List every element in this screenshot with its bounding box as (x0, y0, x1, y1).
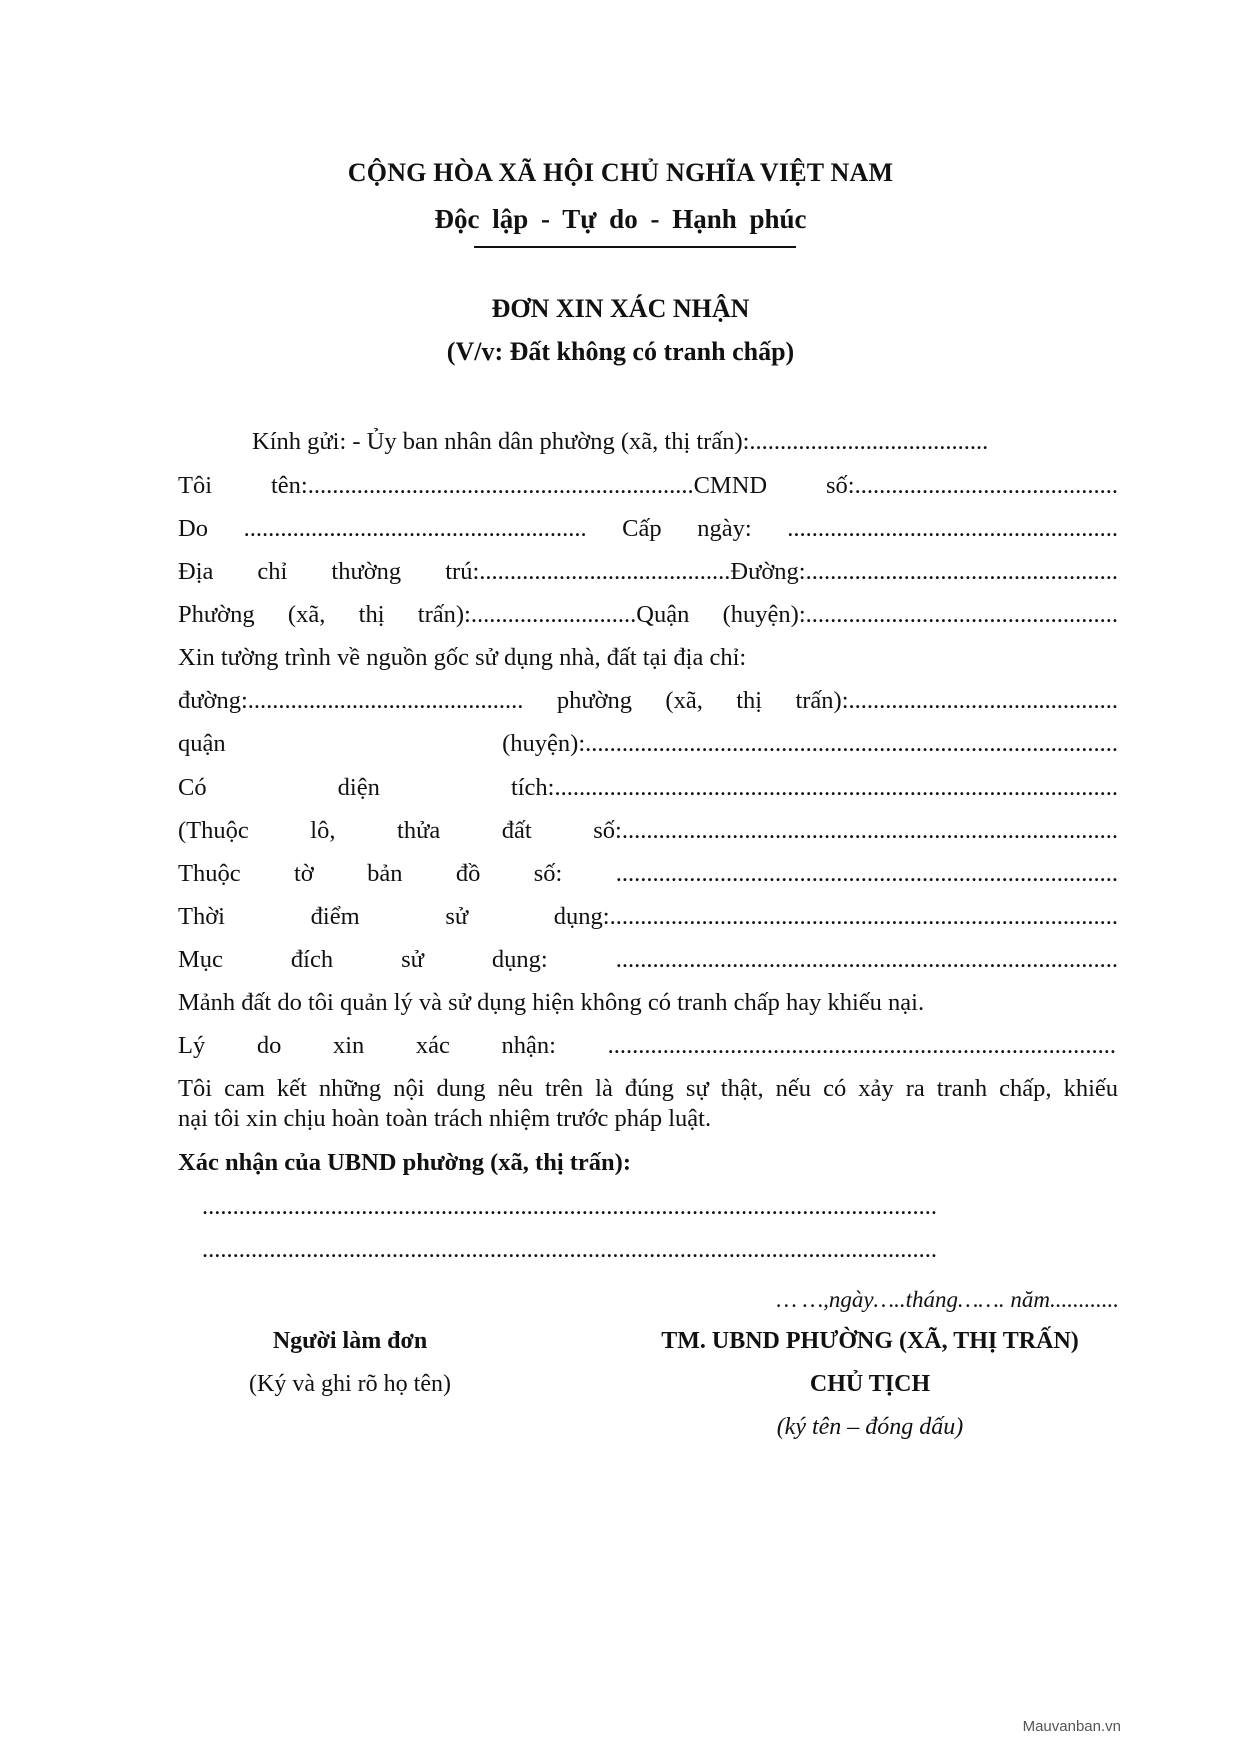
residence-label: Địa chỉ thường trú: (178, 558, 480, 585)
ward-field[interactable]: ........................... (470, 601, 637, 628)
issued-line (178, 514, 1118, 544)
land-street-line (178, 686, 1118, 716)
street-label: Đường: (730, 558, 806, 585)
purpose-field[interactable]: .................................................................................. (615, 946, 1118, 973)
ward-label: Phường (xã, thị trấn): (178, 601, 471, 628)
residence-line (178, 557, 1118, 587)
land-ward-field[interactable]: ............................................ (848, 687, 1119, 714)
name-field[interactable]: ............................................................... (307, 472, 694, 499)
reason-line (178, 1031, 1116, 1061)
district-field[interactable]: ................................................... (805, 601, 1118, 628)
name-line (178, 471, 1118, 501)
name-label: Tôi tên: (178, 472, 308, 499)
time-label: Thời điểm sử dụng: (178, 903, 610, 930)
map-field[interactable]: .................................................................................. (615, 860, 1118, 887)
land-district-label: quận (huyện): (178, 730, 586, 757)
ward-line (178, 600, 1118, 630)
land-district-line (178, 729, 1118, 759)
authority-role: CHỦ TỊCH (809, 1371, 931, 1397)
time-field[interactable]: ................................................................................... (609, 903, 1118, 930)
authority-note: (ký tên – đóng dấu) (776, 1414, 964, 1440)
date-line: … …,ngày…..tháng……. năm............ (776, 1287, 1119, 1312)
confirmation-dots-2[interactable]: ........................................................................................................................ (202, 1236, 937, 1263)
id-label: CMND số: (693, 472, 855, 499)
watermark: Mauvanban.vn (1022, 1718, 1121, 1735)
reason-label: Lý do xin xác nhận: (178, 1032, 556, 1059)
document-title: ĐƠN XIN XÁC NHẬN (491, 294, 750, 323)
addressee-line: Kính gửi: - Ủy ban nhân dân phường (xã, thị trấn):....................................... (252, 428, 989, 455)
commitment-line-2: nại tôi xin chịu hoàn toàn trách nhiệm trước pháp luật. (178, 1105, 712, 1132)
area-field[interactable]: ............................................................................................ (554, 774, 1118, 801)
commitment-line-1: Tôi cam kết những nội dung nêu trên là đúng sự thật, nếu có xảy ra tranh chấp, khiếu (178, 1075, 1118, 1102)
area-line (178, 773, 1118, 803)
area-label: Có diện tích: (178, 774, 555, 801)
authority-title: TM. UBND PHƯỜNG (XÃ, THỊ TRẤN) (661, 1328, 1079, 1354)
issue-date-field[interactable]: ...................................................... (787, 515, 1119, 542)
purpose-line (178, 945, 1118, 975)
land-street-label: đường: (178, 687, 248, 714)
motto: Độc lập - Tự do - Hạnh phúc (434, 204, 807, 234)
document-subtitle: (V/v: Đất không có tranh chấp) (446, 337, 795, 366)
confirmation-dots-1[interactable]: ........................................................................................................................ (202, 1193, 937, 1220)
land-ward-label: phường (xã, thị trấn): (556, 687, 849, 714)
issued-by-label: Do (178, 515, 208, 542)
origin-statement: Xin tường trình về nguồn gốc sử dụng nhà, đất tại địa chỉ: (178, 644, 747, 671)
issue-date-label: Cấp ngày: (622, 515, 752, 542)
land-street-field[interactable]: ............................................. (247, 687, 524, 714)
map-line (178, 859, 1118, 889)
district-label: Quận (huyện): (636, 601, 806, 628)
no-dispute-statement: Mảnh đất do tôi quản lý và sử dụng hiện không có tranh chấp hay khiếu nại. (178, 989, 925, 1016)
purpose-label: Mục đích sử dụng: (178, 946, 548, 973)
plot-label: (Thuộc lô, thửa đất số: (178, 817, 622, 844)
id-field[interactable]: ........................................... (854, 472, 1118, 499)
applicant-title: Người làm đơn (272, 1328, 428, 1354)
applicant-note: (Ký và ghi rõ họ tên) (249, 1371, 451, 1397)
issued-by-field[interactable]: ........................................................ (243, 515, 587, 542)
confirmation-heading: Xác nhận của UBND phường (xã, thị trấn): (178, 1149, 631, 1176)
street-field[interactable]: ................................................... (805, 558, 1118, 585)
time-line (178, 902, 1118, 932)
land-district-field[interactable]: ....................................................................................... (585, 730, 1118, 757)
plot-field[interactable]: ................................................................................. (621, 817, 1118, 844)
plot-line (178, 816, 1118, 846)
header-underline (474, 246, 796, 248)
national-title: CỘNG HÒA XÃ HỘI CHỦ NGHĨA VIỆT NAM (347, 158, 894, 187)
reason-field[interactable]: ................................................................................... (607, 1032, 1117, 1059)
map-label: Thuộc tờ bản đồ số: (178, 860, 563, 887)
residence-field[interactable]: ......................................... (479, 558, 731, 585)
